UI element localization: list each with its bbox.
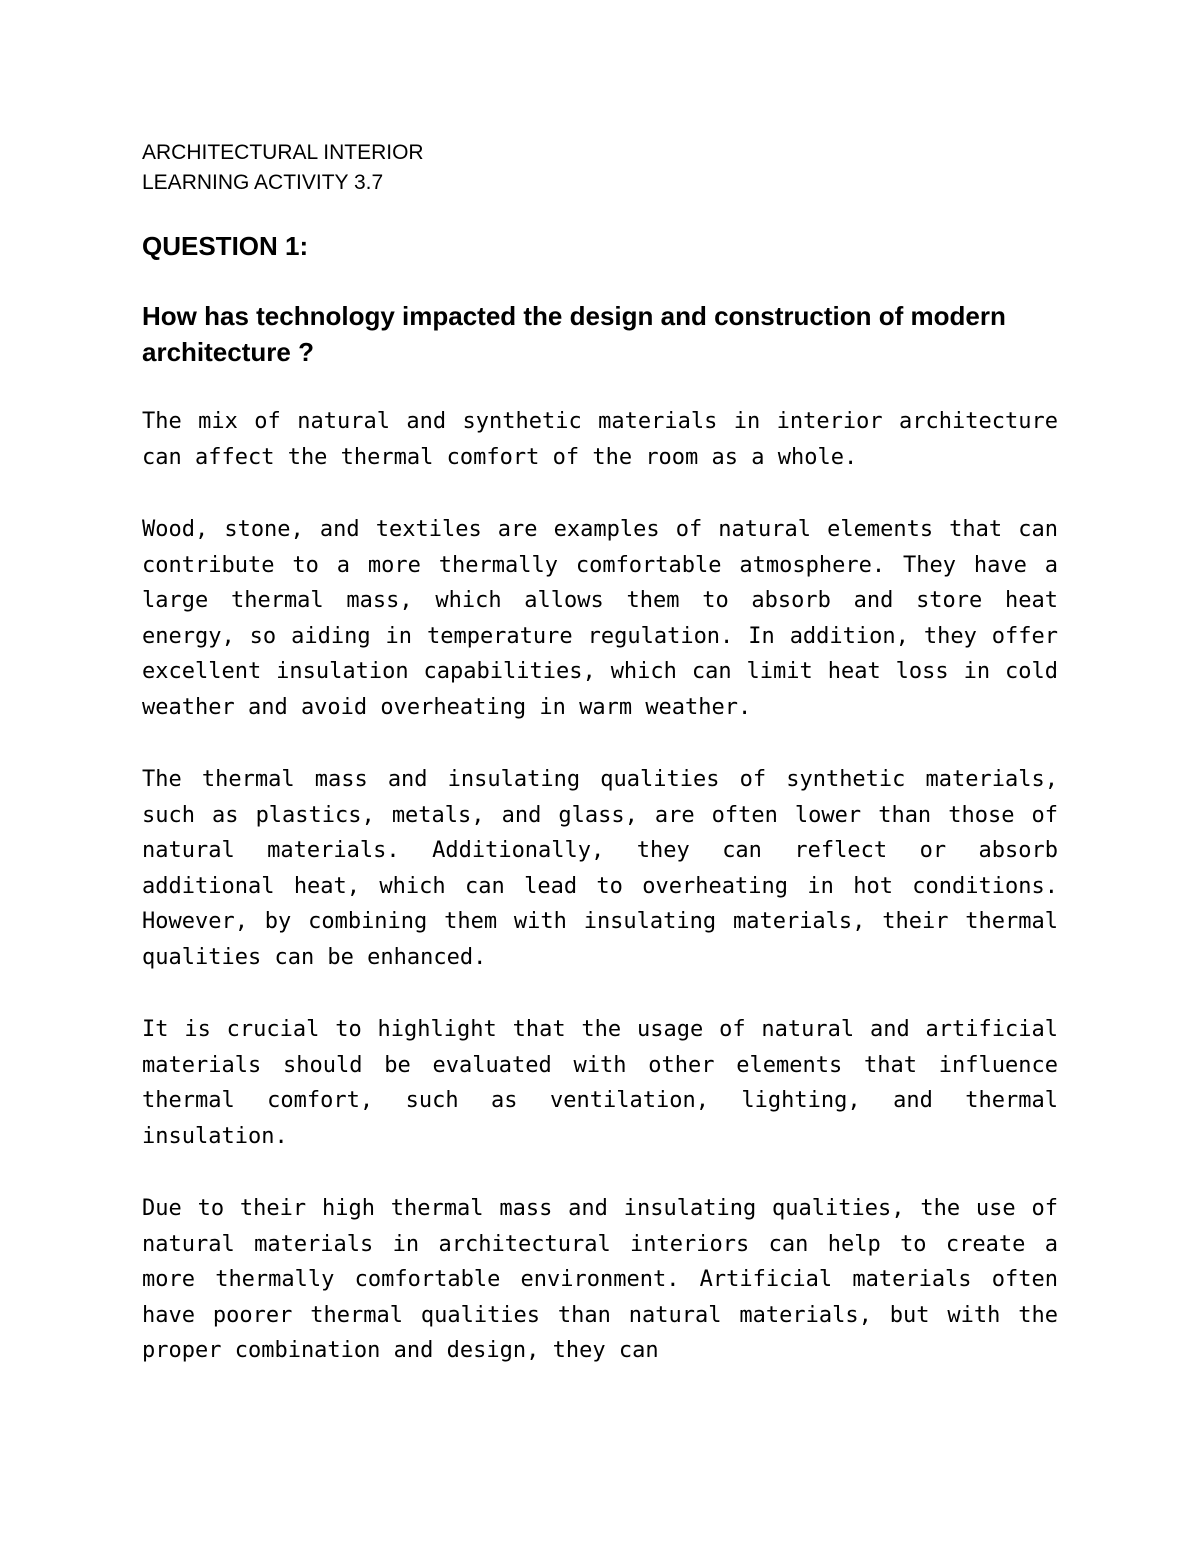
question-text: How has technology impacted the design and construction of modern architecture ? bbox=[142, 301, 1006, 367]
course-title: ARCHITECTURAL INTERIOR bbox=[142, 141, 424, 164]
question-label: QUESTION 1: bbox=[142, 231, 309, 261]
paragraph-4: It is crucial to highlight that the usage of natural and artificial materials should be evaluated with other elements that influence thermal comfort, such as ventilation, lighting, and thermal insulation. bbox=[142, 1017, 1058, 1149]
paragraph-3: The thermal mass and insulating qualities of synthetic materials, such as plastics, metals, and glass, are often lower than those of natural materials. Additionally, they can reflect or absorb additional heat, which can lead to overheating in hot conditions. However, by combining them with insulating materials, their thermal qualities can be enhanced. bbox=[142, 767, 1058, 970]
paragraph-2: Wood, stone, and textiles are examples of natural elements that can contribute to a more thermally comfortable atmosphere. They have a large thermal mass, which allows them to absorb and store heat energy, so aiding in temperature regulation. In addition, they offer excellent insulation capabilities, which can limit heat loss in cold weather and avoid overheating in warm weather. bbox=[142, 517, 1058, 720]
document-content bbox=[142, 138, 1058, 1369]
paragraph-1: The mix of natural and synthetic materials in interior architecture can affect the thermal comfort of the room as a whole. bbox=[142, 409, 1058, 470]
paragraph-5: Due to their high thermal mass and insulating qualities, the use of natural materials in architectural interiors can help to create a more thermally comfortable environment. Artificial materials often have poorer thermal qualities than natural materials, but with the proper combination and design, they can bbox=[142, 1196, 1058, 1363]
activity-title: LEARNING ACTIVITY 3.7 bbox=[142, 171, 384, 194]
